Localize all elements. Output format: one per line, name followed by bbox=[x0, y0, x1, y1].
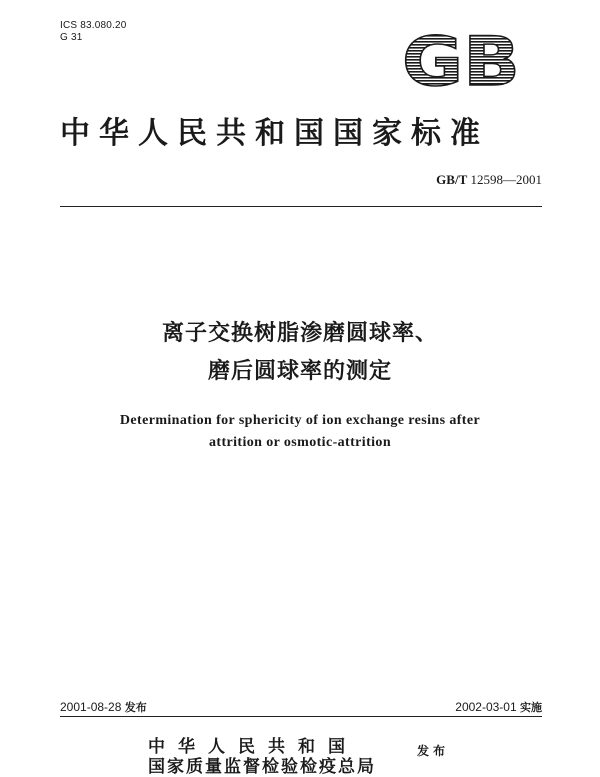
footer-divider bbox=[60, 716, 542, 717]
ccs-code: G 31 bbox=[60, 32, 83, 43]
implementation-date-label: 实施 bbox=[520, 701, 542, 714]
ics-code-block bbox=[60, 20, 127, 44]
standard-code: 12598—2001 bbox=[470, 172, 542, 187]
chinese-title bbox=[0, 315, 600, 391]
issuer-agency: 国家质量监督检验检疫总局 bbox=[148, 757, 376, 777]
gb-logo-text: GB bbox=[402, 26, 520, 92]
standard-number bbox=[436, 172, 542, 188]
issue-date bbox=[60, 699, 147, 715]
english-title-line2: attrition or osmotic-attrition bbox=[208, 435, 392, 450]
national-standard-title: 中华人民共和国国家标准 bbox=[60, 116, 489, 151]
header-divider bbox=[60, 206, 542, 207]
implementation-date-value: 2002-03-01 bbox=[455, 700, 517, 714]
chinese-title-line2: 磨后圆球率的测定 bbox=[207, 359, 392, 384]
issuing-authority bbox=[148, 737, 376, 777]
implementation-date bbox=[455, 699, 542, 715]
publish-label: 发布 bbox=[417, 744, 450, 758]
ics-code: ICS 83.080.20 bbox=[60, 20, 127, 31]
issuer-country: 中华人民共和国 bbox=[148, 737, 358, 757]
issue-date-label: 发布 bbox=[124, 701, 147, 714]
english-title-line1: Determination for sphericity of ion exchange resins after bbox=[119, 413, 481, 428]
chinese-title-line1: 离子交换树脂渗磨圆球率、 bbox=[161, 321, 438, 346]
gb-logo bbox=[400, 26, 522, 92]
standard-prefix: GB/T bbox=[436, 172, 468, 187]
issue-date-value: 2001-08-28 bbox=[60, 700, 122, 714]
english-title bbox=[0, 410, 600, 454]
